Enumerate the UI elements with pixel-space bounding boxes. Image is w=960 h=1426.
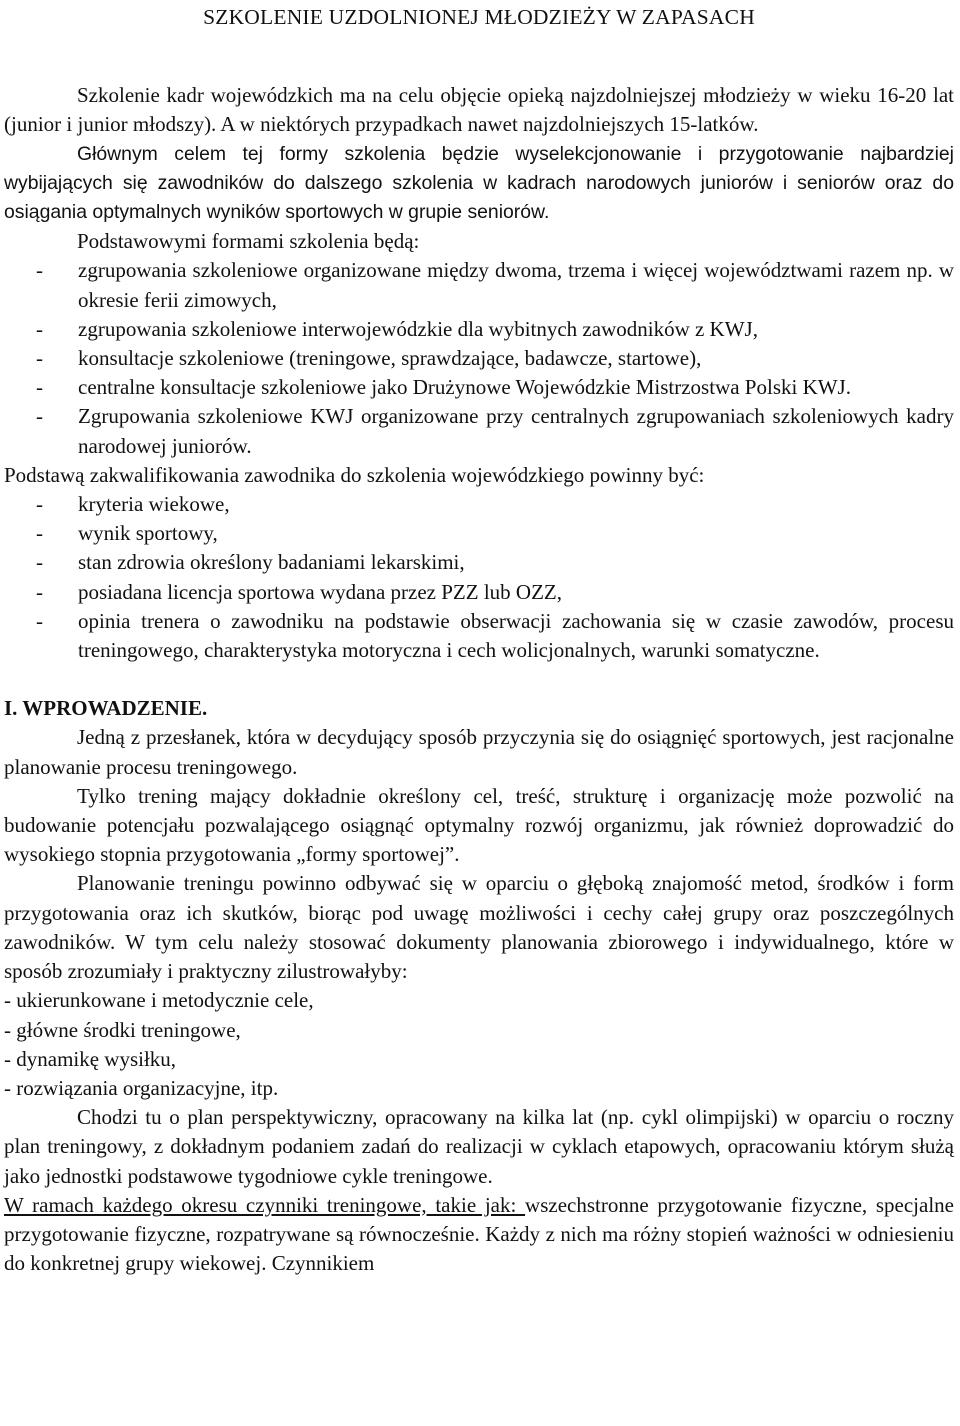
list-dash: - [36, 579, 43, 604]
list-item-text: konsultacje szkoleniowe (treningowe, sprawdzające, badawcze, startowe), [78, 346, 702, 371]
list-dash: - [36, 316, 43, 341]
list-item [4, 548, 954, 577]
list-item-text: centralne konsultacje szkoleniowe jako Drużynowe Wojewódzkie Mistrzostwa Polski KWJ. [78, 375, 851, 400]
title-spacer [4, 32, 954, 81]
list-item-text: stan zdrowia określony badaniami lekarskimi, [78, 550, 465, 575]
list-item-text: wynik sportowy, [78, 521, 218, 546]
list-item [4, 519, 954, 548]
list-dash: - [36, 346, 43, 371]
section-paragraph: Planowanie treningu powinno odbywać się w oparciu o głęboką znajomość metod, środków i form przygotowania oraz ich skutków, biorąc pod uwagę możliwości i cechy całej grupy oraz poszczególnych zawodników. W tym celu należy stosować dokumenty planowania zbiorowego i indywidualnego, które w sposób zrozumiały i praktyczny zilustrowałyby: [4, 871, 954, 984]
plan-item: - rozwiązania organizacyjne, itp. [4, 1075, 279, 1100]
list-item-text: Zgrupowania szkoleniowe KWJ organizowane przy centralnych zgrupowaniach szkoleniowych kadry narodowej juniorów. [78, 404, 954, 458]
section-heading: I. WPROWADZENIE. [4, 696, 208, 721]
paragraph-rest: wszechstronne przygotowanie fizyczne, specjalne przygotowanie fizyczne, rozpatrywane są równocześnie. Każdy z nich ma różny stopień ważności w odniesieniu do konkretnej grupy wiekowej. Czynnikiem [4, 1192, 954, 1276]
list-item-text: opinia trenera o zawodniku na podstawie obserwacji zachowania się w czasie zawodów, procesu treningowego, charakterystyka motoryczna i cech wolicjonalnych, warunki somatyczne. [78, 608, 954, 663]
list-item [4, 578, 954, 607]
list-item-text: posiadana licencja sportowa wydana przez PZZ lub OZZ, [78, 579, 562, 604]
list-item [4, 315, 954, 344]
list-dash: - [36, 404, 43, 429]
section-paragraph: Tylko trening mający dokładnie określony cel, treść, strukturę i organizację może pozwolić na budowanie potencjału pozwalającego osiągnąć optymalny rozwój organizmu, jak również doprowadzić do wysokiego stopnia przygotowania „formy sportowej”. [4, 783, 954, 867]
list-item-text: zgrupowania szkoleniowe organizowane między dwoma, trzema i więcej województwami razem np. w okresie ferii zimowych, [78, 258, 954, 312]
forms-lead: Podstawowymi formami szkolenia będą: [77, 229, 420, 254]
underlined-phrase: W ramach każdego okresu czynniki treningowe, takie jak: [4, 1192, 526, 1217]
section-paragraph-final [4, 1191, 954, 1279]
plan-item: - główne środki treningowe, [4, 1017, 241, 1042]
criteria-lead: Podstawą zakwalifikowania zawodnika do szkolenia wojewódzkiego powinny być: [4, 462, 705, 487]
list-dash: - [36, 608, 43, 633]
list-dash: - [36, 492, 43, 517]
list-dash: - [36, 258, 43, 283]
intro-paragraph: Szkolenie kadr wojewódzkich ma na celu objęcie opieką najzdolniejszej młodzieży w wieku 16-20 lat (junior i junior młodszy). A w niektórych przypadkach nawet najzdolniejszych 15-latków. [4, 83, 954, 137]
list-dash: - [36, 550, 43, 575]
list-item [4, 402, 954, 460]
section-paragraph: Jedną z przesłanek, która w decydujący sposób przyczynia się do osiągnięć sportowych, jest racjonalne planowanie procesu treningowego. [4, 725, 954, 779]
list-item [4, 256, 954, 314]
document-title: SZKOLENIE UZDOLNIONEJ MŁODZIEŻY W ZAPASACH [203, 5, 755, 29]
plan-item: - ukierunkowane i metodycznie cele, [4, 988, 314, 1013]
plan-item: - dynamikę wysiłku, [4, 1046, 177, 1071]
section-paragraph: Chodzi tu o plan perspektywiczny, opracowany na kilka lat (np. cykl olimpijski) w oparciu o roczny plan treningowy, z dokładnym podaniem zadań do realizacji w cyklach etapowych, opracowaniu którym służą jako jednostki podstawowe tygodniowe cykle treningowe. [4, 1105, 954, 1188]
criteria-list [4, 490, 954, 665]
goal-paragraph: Głównym celem tej formy szkolenia będzie wyselekcjonowanie i przygotowanie najbardziej wybijających się zawodników do dalszego szkolenia w kadrach narodowych juniorów i seniorów oraz do osiągania optymalnych wyników sportowych w grupie seniorów. [4, 142, 954, 224]
list-dash: - [36, 521, 43, 546]
forms-list [4, 256, 954, 460]
list-item [4, 344, 954, 373]
list-item [4, 490, 954, 519]
list-item-text: zgrupowania szkoleniowe interwojewódzkie dla wybitnych zawodników z KWJ, [78, 316, 758, 341]
list-item-text: kryteria wiekowe, [78, 492, 230, 517]
list-dash: - [36, 375, 43, 400]
list-item [4, 607, 954, 665]
list-item [4, 373, 954, 402]
